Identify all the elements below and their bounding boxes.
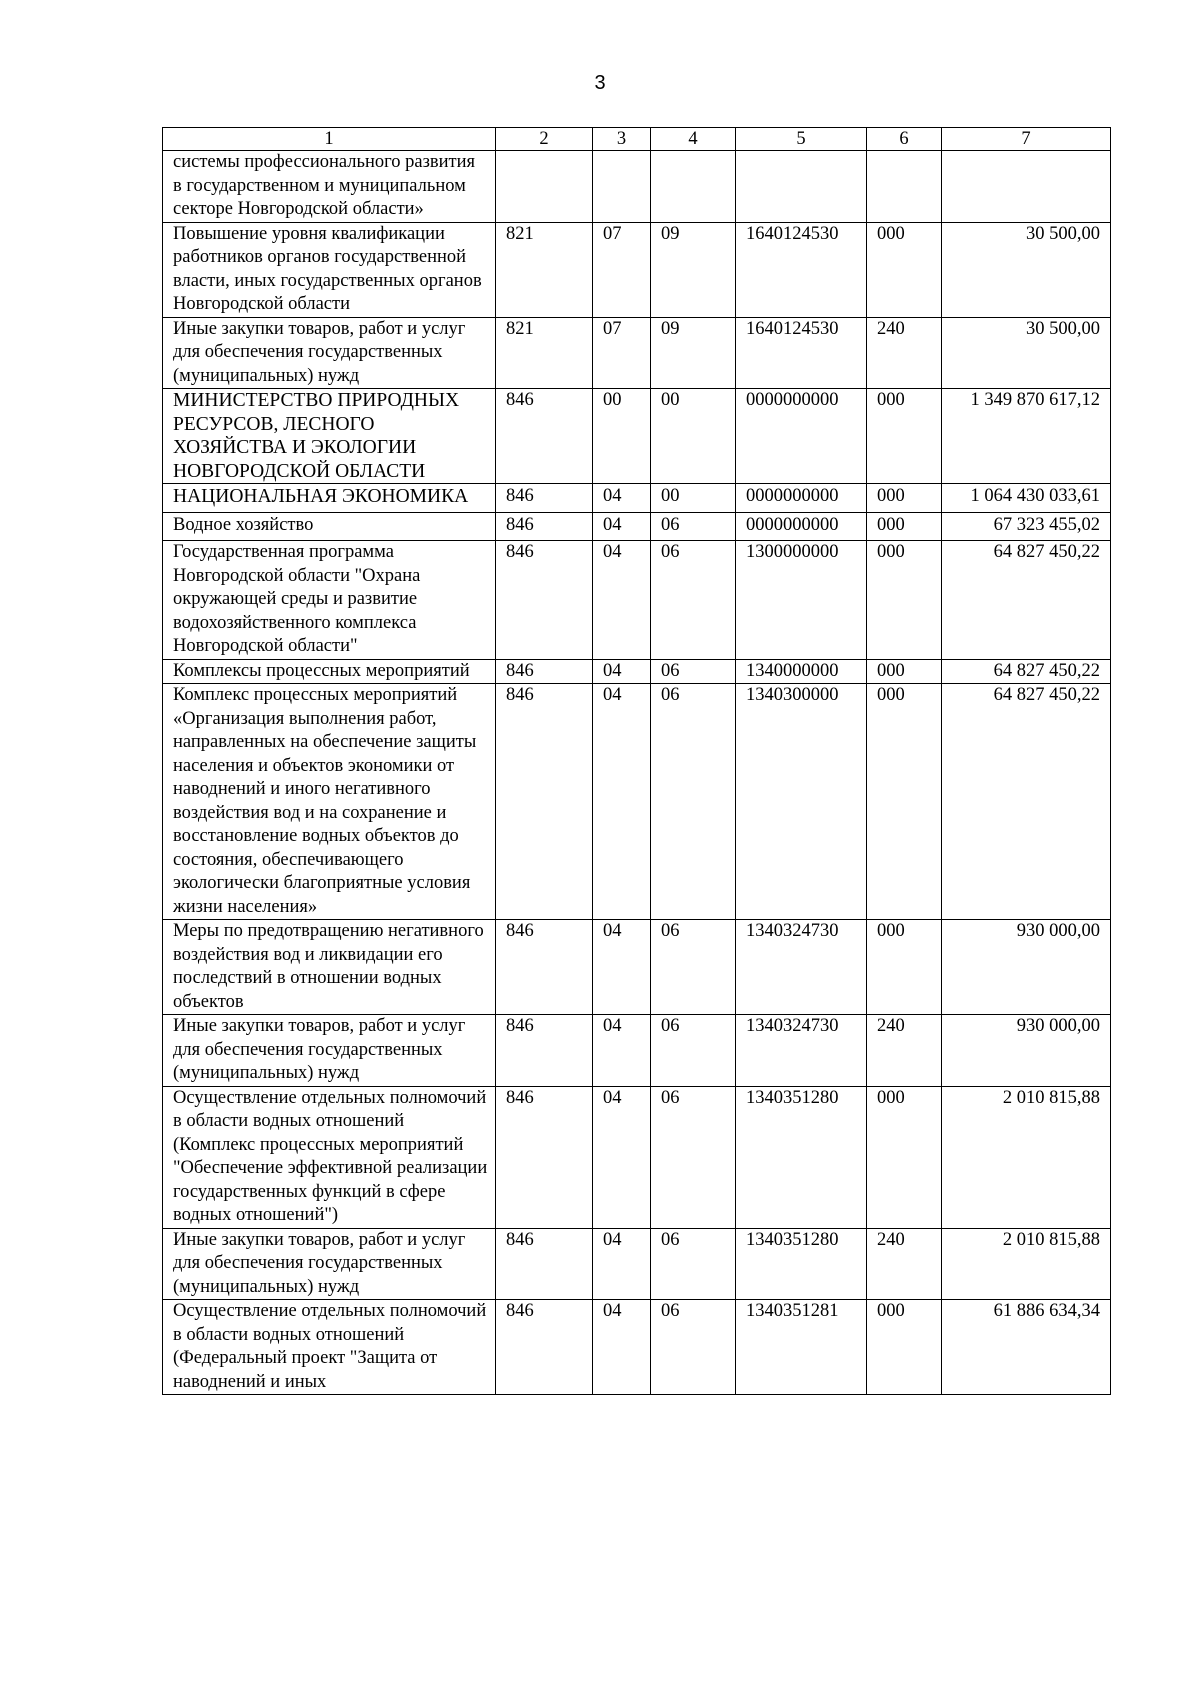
cell-name: Меры по предотвращению негативного воздействия вод и ликвидации его последствий в отношении водных объектов bbox=[163, 920, 496, 1015]
cell-target-article: 0000000000 bbox=[736, 389, 867, 484]
cell-ministry: 846 bbox=[496, 1228, 593, 1300]
cell-section: 04 bbox=[593, 1228, 651, 1300]
cell-section: 07 bbox=[593, 317, 651, 389]
cell-section: 04 bbox=[593, 920, 651, 1015]
cell-amount: 64 827 450,22 bbox=[942, 684, 1111, 920]
cell-subsection: 06 bbox=[651, 1300, 736, 1395]
cell-name: Комплекс процессных мероприятий «Организация выполнения работ, направленных на обеспечение защиты населения и объектов экономики от наводнений и иного негативного воздействия вод и на сохранение и восстановление водных объектов до состояния, обеспечивающего экологически благоприятные условия жизни населения» bbox=[163, 684, 496, 920]
cell-target-article: 1340324730 bbox=[736, 920, 867, 1015]
cell-target-article: 1300000000 bbox=[736, 541, 867, 660]
table-row bbox=[163, 659, 1111, 684]
table-row bbox=[163, 222, 1111, 317]
table-row bbox=[163, 1086, 1111, 1228]
table-row bbox=[163, 1300, 1111, 1395]
cell-name: Осуществление отдельных полномочий в области водных отношений (Комплекс процессных мероприятий "Обеспечение эффективной реализации государственных функций в сфере водных отношений") bbox=[163, 1086, 496, 1228]
cell-subsection: 06 bbox=[651, 684, 736, 920]
cell-expense-type: 240 bbox=[867, 1015, 942, 1087]
cell-amount: 1 349 870 617,12 bbox=[942, 389, 1111, 484]
cell-ministry: 846 bbox=[496, 684, 593, 920]
cell-amount: 64 827 450,22 bbox=[942, 541, 1111, 660]
cell-subsection: 09 bbox=[651, 317, 736, 389]
cell-section: 04 bbox=[593, 541, 651, 660]
table-row bbox=[163, 1015, 1111, 1087]
cell-ministry: 846 bbox=[496, 1015, 593, 1087]
cell-target-article bbox=[736, 151, 867, 223]
cell-expense-type: 000 bbox=[867, 541, 942, 660]
table-row bbox=[163, 512, 1111, 541]
cell-expense-type: 000 bbox=[867, 684, 942, 920]
cell-amount: 64 827 450,22 bbox=[942, 659, 1111, 684]
column-header-3: 3 bbox=[593, 128, 651, 151]
cell-target-article: 1340351280 bbox=[736, 1086, 867, 1228]
cell-name: системы профессионального развития в государственном и муниципальном секторе Новгородской области» bbox=[163, 151, 496, 223]
cell-name: Иные закупки товаров, работ и услуг для обеспечения государственных (муниципальных) нужд bbox=[163, 1015, 496, 1087]
cell-subsection: 00 bbox=[651, 484, 736, 513]
cell-expense-type: 000 bbox=[867, 1300, 942, 1395]
cell-expense-type: 000 bbox=[867, 920, 942, 1015]
cell-target-article: 1640124530 bbox=[736, 222, 867, 317]
cell-expense-type: 000 bbox=[867, 484, 942, 513]
cell-amount: 930 000,00 bbox=[942, 920, 1111, 1015]
cell-name: НАЦИОНАЛЬНАЯ ЭКОНОМИКА bbox=[163, 484, 496, 513]
cell-target-article: 0000000000 bbox=[736, 484, 867, 513]
cell-section: 04 bbox=[593, 1300, 651, 1395]
cell-expense-type: 000 bbox=[867, 1086, 942, 1228]
table-row bbox=[163, 1228, 1111, 1300]
cell-subsection: 06 bbox=[651, 1015, 736, 1087]
cell-subsection: 00 bbox=[651, 389, 736, 484]
cell-ministry: 821 bbox=[496, 317, 593, 389]
cell-target-article: 1340300000 bbox=[736, 684, 867, 920]
column-header-1: 1 bbox=[163, 128, 496, 151]
cell-target-article: 1340324730 bbox=[736, 1015, 867, 1087]
column-header-6: 6 bbox=[867, 128, 942, 151]
cell-subsection bbox=[651, 151, 736, 223]
cell-ministry: 846 bbox=[496, 920, 593, 1015]
cell-amount bbox=[942, 151, 1111, 223]
cell-section: 04 bbox=[593, 484, 651, 513]
cell-ministry: 846 bbox=[496, 1086, 593, 1228]
column-header-7: 7 bbox=[942, 128, 1111, 151]
cell-expense-type: 000 bbox=[867, 389, 942, 484]
cell-expense-type: 240 bbox=[867, 317, 942, 389]
cell-name: Комплексы процессных мероприятий bbox=[163, 659, 496, 684]
cell-subsection: 06 bbox=[651, 512, 736, 541]
cell-amount: 67 323 455,02 bbox=[942, 512, 1111, 541]
cell-target-article: 1640124530 bbox=[736, 317, 867, 389]
cell-expense-type bbox=[867, 151, 942, 223]
cell-name: Государственная программа Новгородской области "Охрана окружающей среды и развитие водохозяйственного комплекса Новгородской области" bbox=[163, 541, 496, 660]
cell-expense-type: 240 bbox=[867, 1228, 942, 1300]
cell-subsection: 09 bbox=[651, 222, 736, 317]
cell-amount: 2 010 815,88 bbox=[942, 1086, 1111, 1228]
cell-ministry: 846 bbox=[496, 659, 593, 684]
cell-amount: 30 500,00 bbox=[942, 317, 1111, 389]
table-header-row bbox=[163, 128, 1111, 151]
cell-subsection: 06 bbox=[651, 1086, 736, 1228]
cell-target-article: 1340351280 bbox=[736, 1228, 867, 1300]
cell-section: 00 bbox=[593, 389, 651, 484]
cell-amount: 1 064 430 033,61 bbox=[942, 484, 1111, 513]
cell-section: 04 bbox=[593, 1086, 651, 1228]
cell-section bbox=[593, 151, 651, 223]
cell-subsection: 06 bbox=[651, 1228, 736, 1300]
cell-subsection: 06 bbox=[651, 659, 736, 684]
cell-amount: 30 500,00 bbox=[942, 222, 1111, 317]
table-row bbox=[163, 484, 1111, 513]
cell-name: МИНИСТЕРСТВО ПРИРОДНЫХ РЕСУРСОВ, ЛЕСНОГО ХОЗЯЙСТВА И ЭКОЛОГИИ НОВГОРОДСКОЙ ОБЛАСТИ bbox=[163, 389, 496, 484]
cell-section: 04 bbox=[593, 1015, 651, 1087]
cell-ministry: 846 bbox=[496, 389, 593, 484]
cell-section: 04 bbox=[593, 512, 651, 541]
cell-ministry bbox=[496, 151, 593, 223]
cell-ministry: 846 bbox=[496, 512, 593, 541]
cell-ministry: 821 bbox=[496, 222, 593, 317]
cell-expense-type: 000 bbox=[867, 222, 942, 317]
cell-expense-type: 000 bbox=[867, 659, 942, 684]
cell-name: Осуществление отдельных полномочий в области водных отношений (Федеральный проект "Защита от наводнений и иных bbox=[163, 1300, 496, 1395]
cell-name: Иные закупки товаров, работ и услуг для обеспечения государственных (муниципальных) нужд bbox=[163, 317, 496, 389]
budget-table bbox=[162, 127, 1111, 1395]
cell-amount: 61 886 634,34 bbox=[942, 1300, 1111, 1395]
cell-section: 04 bbox=[593, 659, 651, 684]
cell-section: 07 bbox=[593, 222, 651, 317]
cell-target-article: 1340000000 bbox=[736, 659, 867, 684]
column-header-2: 2 bbox=[496, 128, 593, 151]
cell-expense-type: 000 bbox=[867, 512, 942, 541]
cell-amount: 2 010 815,88 bbox=[942, 1228, 1111, 1300]
table-row bbox=[163, 389, 1111, 484]
cell-subsection: 06 bbox=[651, 920, 736, 1015]
cell-section: 04 bbox=[593, 684, 651, 920]
column-header-5: 5 bbox=[736, 128, 867, 151]
cell-name: Повышение уровня квалификации работников органов государственной власти, иных государственных органов Новгородской области bbox=[163, 222, 496, 317]
page-number: 3 bbox=[594, 72, 606, 94]
cell-ministry: 846 bbox=[496, 541, 593, 660]
table-row bbox=[163, 684, 1111, 920]
column-header-4: 4 bbox=[651, 128, 736, 151]
table-row bbox=[163, 151, 1111, 223]
table-row bbox=[163, 317, 1111, 389]
table-row bbox=[163, 541, 1111, 660]
cell-ministry: 846 bbox=[496, 1300, 593, 1395]
cell-ministry: 846 bbox=[496, 484, 593, 513]
cell-amount: 930 000,00 bbox=[942, 1015, 1111, 1087]
cell-name: Водное хозяйство bbox=[163, 512, 496, 541]
cell-target-article: 1340351281 bbox=[736, 1300, 867, 1395]
cell-subsection: 06 bbox=[651, 541, 736, 660]
table-row bbox=[163, 920, 1111, 1015]
cell-name: Иные закупки товаров, работ и услуг для обеспечения государственных (муниципальных) нужд bbox=[163, 1228, 496, 1300]
cell-target-article: 0000000000 bbox=[736, 512, 867, 541]
